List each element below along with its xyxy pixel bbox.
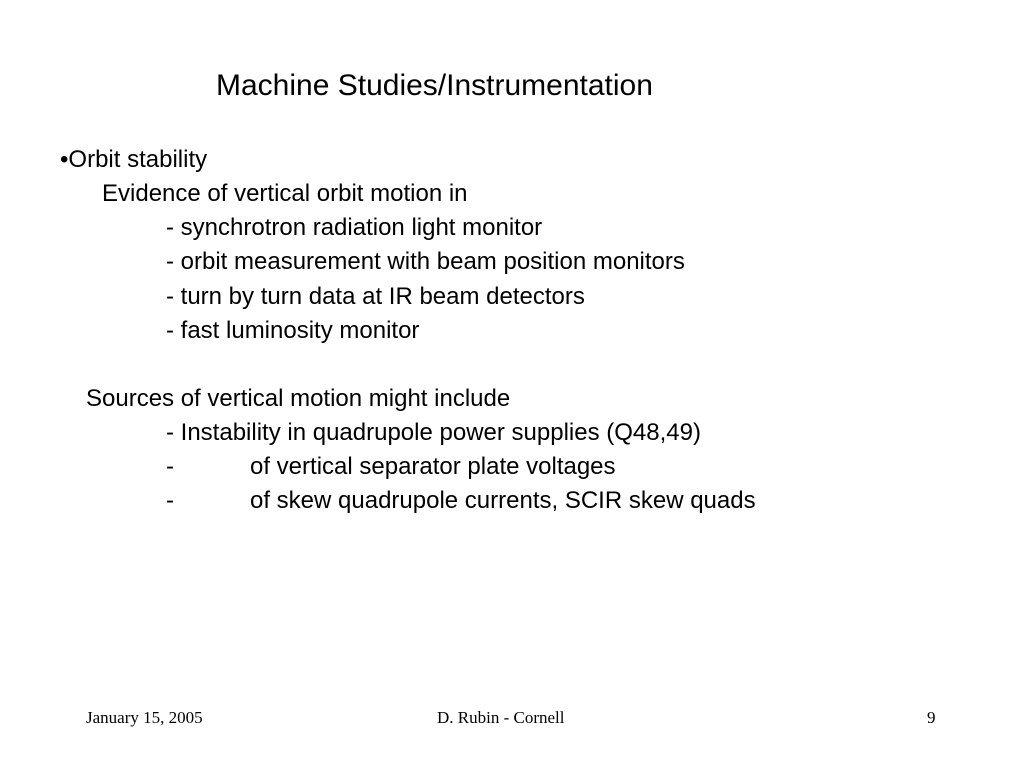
source-item-text: of vertical separator plate voltages — [250, 453, 616, 480]
evidence-item: - synchrotron radiation light monitor — [166, 214, 543, 241]
evidence-item: - fast luminosity monitor — [166, 317, 420, 344]
evidence-item: - turn by turn data at IR beam detectors — [166, 283, 585, 310]
source-item-dash: - — [166, 487, 174, 514]
sources-intro: Sources of vertical motion might include — [86, 385, 511, 412]
source-item: - Instability in quadrupole power supplies (Q48,49) — [166, 419, 701, 446]
source-item — [166, 452, 616, 482]
bullet-heading: Orbit stability — [68, 146, 208, 173]
source-item-text: of skew quadrupole currents, SCIR skew quads — [250, 487, 756, 514]
bullet-orbit-stability — [60, 145, 207, 175]
evidence-item: - orbit measurement with beam position monitors — [166, 248, 685, 275]
footer-date: January 15, 2005 — [86, 708, 203, 727]
slide-title: Machine Studies/Instrumentation — [216, 69, 653, 102]
source-item-dash: - — [166, 453, 174, 480]
footer-author: D. Rubin - Cornell — [437, 708, 565, 727]
evidence-intro: Evidence of vertical orbit motion in — [102, 180, 468, 207]
footer-page-number: 9 — [927, 708, 936, 727]
source-item — [166, 486, 756, 516]
bullet-mark: • — [60, 146, 69, 173]
